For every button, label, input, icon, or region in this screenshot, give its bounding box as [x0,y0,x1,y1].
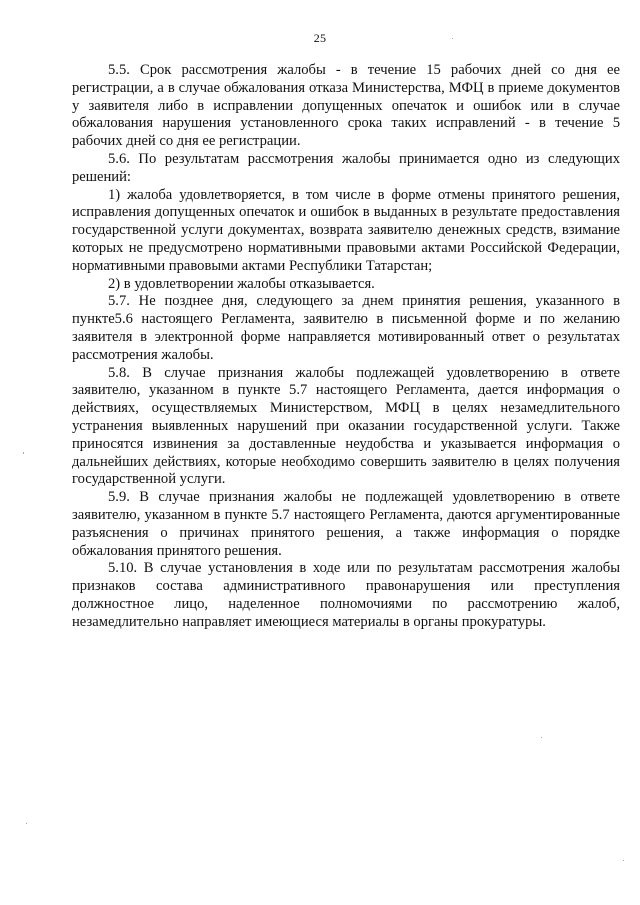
paragraph-5-6-item-1: 1) жалоба удовлетворяется, в том числе в форме отмены принятого решения, исправления допущенных опечаток и ошибок в выданных в результате предоставления государственной услуги документах, возврата заявителю денежных средств, взимание которых не предусмотрено нормативными правовыми актами Российской Федерации, нормативными правовыми актами Республики Татарстан; [72,186,620,274]
scan-speck [26,823,27,824]
paragraph-5-10: 5.10. В случае установления в ходе или по результатам рассмотрения жалобы признаков состава административного правонарушения или преступления должностное лицо, наделенное полномочиями по рассмотрению жалоб, незамедлительно направляет имеющиеся материалы в органы прокуратуры. [72,560,620,630]
scan-speck [23,452,24,454]
scan-speck [541,737,542,738]
paragraph-5-6-item-2: 2) в удовлетворении жалобы отказывается. [108,275,375,292]
paragraph-5-9: 5.9. В случае признания жалобы не подлежащей удовлетворению в ответе заявителю, указанном в пункте 5.7 настоящего Регламента, даются аргументированные разъяснения о причинах принятого решения, а также информация о порядке обжалования принятого решения. [72,489,620,559]
document-body [72,62,620,632]
paragraph-5-5: 5.5. Срок рассмотрения жалобы - в течение 15 рабочих дней со дня ее регистрации, а в случае обжалования отказа Министерства, МФЦ в приеме документов у заявителя либо в исправлении допущенных опечаток и ошибок или в случае обжалования нарушения установленного срока таких исправлений - в течение 5 рабочих дней со дня ее регистрации. [72,62,620,150]
scan-speck [623,860,624,861]
paragraph-5-8: 5.8. В случае признания жалобы подлежащей удовлетворению в ответе заявителю, указанном в пункте 5.7 настоящего Регламента, дается информация о действиях, осуществляемых Министерством, МФЦ в целях незамедлительного устранения выявленных нарушений при оказании государственной услуги. Также приносятся извинения за доставленные неудобства и указывается информация о дальнейших действиях, которые необходимо совершить заявителю в целях получения государственной услуги. [72,364,620,488]
paragraph-5-6: 5.6. По результатам рассмотрения жалобы принимается одно из следующих решений: [72,150,620,185]
page-number: 25 [313,31,327,45]
scan-speck [452,38,453,39]
paragraph-5-7: 5.7. Не позднее дня, следующего за днем принятия решения, указанного в пункте5.6 настоящего Регламента, заявителю в письменной форме и по желанию заявителя в электронной форме направляется мотивированный ответ о результатах рассмотрения жалобы. [72,293,620,363]
